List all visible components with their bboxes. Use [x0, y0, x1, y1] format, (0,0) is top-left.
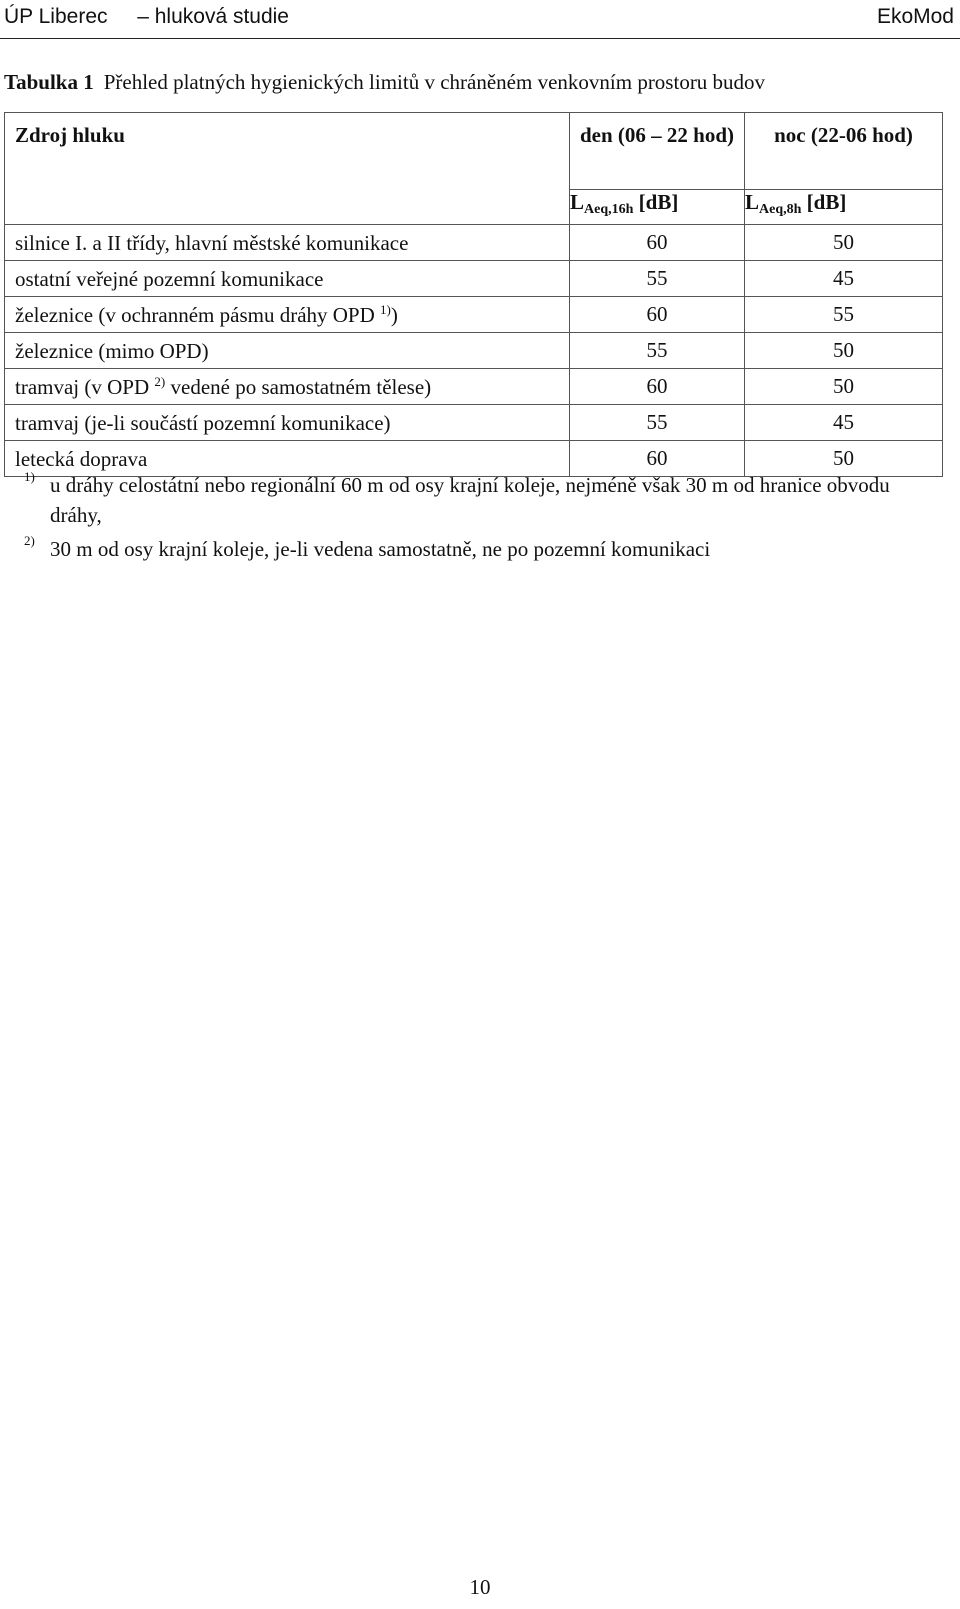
row-source: ostatní veřejné pozemní komunikace: [5, 261, 570, 297]
footnote: [4, 534, 940, 564]
row-night-value: 50: [745, 225, 943, 261]
row-night-value: 55: [745, 297, 943, 333]
row-day-value: 55: [570, 405, 745, 441]
table-row: [5, 261, 943, 297]
table-row: [5, 333, 943, 369]
unit-day: $L_{Aeq,16h}$ [dB]: [570, 190, 745, 225]
header-company: EkoMod: [876, 5, 954, 28]
header-study: hluková studie: [154, 5, 289, 28]
table-caption: [4, 70, 765, 95]
row-source: železnice (mimo OPD): [5, 333, 570, 369]
row-day-value: 60: [570, 441, 745, 477]
row-night-value: 50: [745, 369, 943, 405]
row-night-value: 50: [745, 441, 943, 477]
row-source: železnice (v ochranném pásmu dráhy OPD $^{1)}$): [5, 297, 570, 333]
footnote-text: u dráhy celostátní nebo regionální 60 m od osy krajní koleje, nejméně však 30 m od hranice obvodu dráhy,: [50, 473, 890, 527]
row-night-value: 50: [745, 333, 943, 369]
caption-text: Přehled platných hygienických limitů v chráněném venkovním prostoru budov: [103, 70, 766, 94]
footnote-text: 30 m od osy krajní koleje, je-li vedena samostatně, ne po pozemní komunikaci: [50, 537, 711, 561]
table-row: [5, 369, 943, 405]
row-source: tramvaj (je-li součástí pozemní komunikace): [5, 405, 570, 441]
header-left: [4, 5, 289, 29]
row-day-value: 60: [570, 297, 745, 333]
table-row: [5, 297, 943, 333]
row-day-value: 55: [570, 261, 745, 297]
header-night: noc (22-06 hod): [745, 113, 943, 190]
page-number: 10: [469, 1575, 491, 1599]
unit-night: $L_{Aeq,8h}$ [dB]: [745, 190, 943, 225]
row-source: silnice I. a II třídy, hlavní městské komunikace: [5, 225, 570, 261]
page-header: [0, 0, 960, 39]
header-source: Zdroj hluku: [5, 113, 570, 225]
header-day: den (06 – 22 hod): [570, 113, 745, 190]
table-row: [5, 405, 943, 441]
header-project: ÚP Liberec: [4, 5, 108, 28]
row-source: tramvaj (v OPD $^{2)}$ vedené po samostatném tělese): [5, 369, 570, 405]
row-day-value: 55: [570, 333, 745, 369]
footnote: [4, 470, 940, 530]
row-day-value: 60: [570, 225, 745, 261]
footnote-marker: 2): [24, 533, 35, 548]
row-day-value: 60: [570, 369, 745, 405]
row-night-value: 45: [745, 405, 943, 441]
footnotes: [4, 470, 940, 564]
row-source: letecká doprava: [5, 441, 570, 477]
noise-limits-table: [4, 112, 943, 477]
table-row: [5, 225, 943, 261]
caption-label: Tabulka 1: [4, 70, 94, 94]
header-dash: –: [137, 5, 149, 28]
footnote-marker: 1): [24, 469, 35, 484]
row-night-value: 45: [745, 261, 943, 297]
